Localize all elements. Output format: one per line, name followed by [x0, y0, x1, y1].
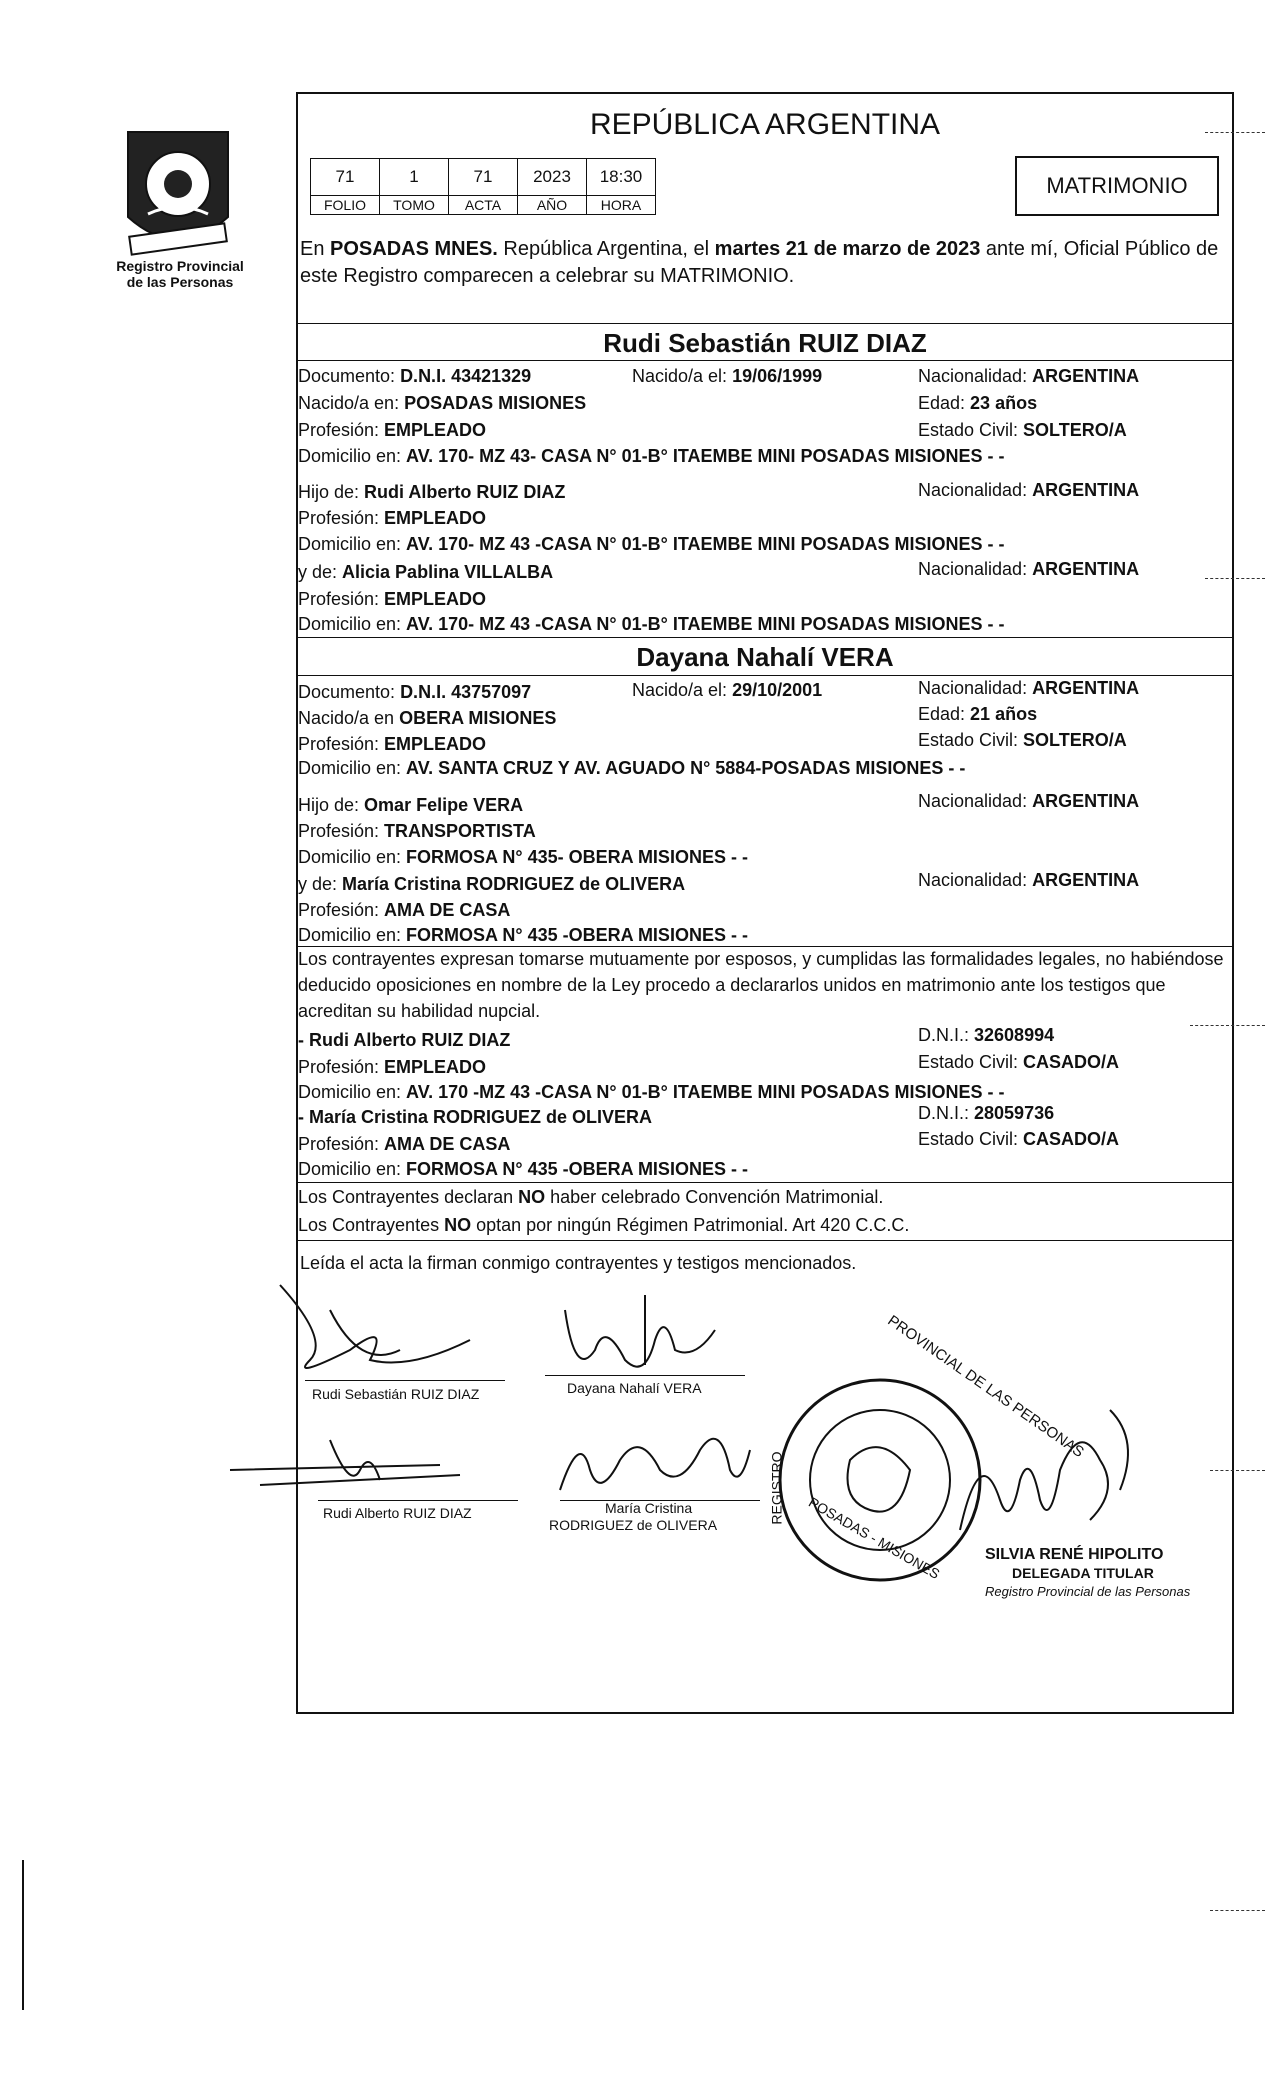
witness1-dni: D.N.I.: 32608994: [918, 1025, 1055, 1045]
witness2-profession: Profesión: AMA DE CASA: [298, 1134, 511, 1154]
groom-mother-address: Domicilio en: AV. 170- MZ 43 -CASA N° 01-B° ITAEMBE MINI POSADAS MISIONES - -: [298, 614, 1005, 634]
groom-mother-profession: Profesión: EMPLEADO: [298, 589, 487, 609]
witness2-address: Domicilio en: FORMOSA N° 435 -OBERA MISIONES - -: [298, 1159, 748, 1179]
groom-name: Rudi Sebastián RUIZ DIAZ: [603, 328, 927, 358]
groom-father-profession: Profesión: EMPLEADO: [298, 508, 487, 528]
year-value: 2023: [518, 159, 587, 196]
witness2-civil-status: Estado Civil: CASADO/A: [918, 1129, 1120, 1149]
registry-data-table: [310, 158, 656, 215]
bride-civil-status: Estado Civil: SOLTERO/A: [918, 730, 1127, 750]
registry-caption-line2: de las Personas: [126, 274, 234, 290]
intro-text-3: ante mí, Oficial Público de este Registro comparecen a celebrar su MATRIMONIO.: [300, 238, 1219, 287]
divider: [296, 1182, 1234, 1183]
witness2-name: - María Cristina RODRIGUEZ de OLIVERA: [298, 1107, 653, 1127]
tomo-label: TOMO: [380, 196, 449, 215]
officer-office: Registro Provincial de las Personas: [985, 1584, 1191, 1599]
witness1-signature-label: Rudi Alberto RUIZ DIAZ: [323, 1505, 472, 1521]
acta-label: ACTA: [449, 196, 518, 215]
groom-father-address: Domicilio en: AV. 170- MZ 43 -CASA N° 01-B° ITAEMBE MINI POSADAS MISIONES - -: [298, 534, 1005, 554]
bride-signature-line: [545, 1375, 745, 1376]
divider: [296, 360, 1234, 361]
witness1-name: - Rudi Alberto RUIZ DIAZ: [298, 1030, 511, 1050]
groom-mother: y de: Alicia Pablina VILLALBA: [298, 562, 554, 582]
groom-signature-label: Rudi Sebastián RUIZ DIAZ: [312, 1386, 480, 1402]
registry-caption-line1: Registro Provincial: [116, 258, 244, 274]
bride-mother-nationality: Nacionalidad: ARGENTINA: [918, 870, 1140, 890]
bride-signature-label: Dayana Nahalí VERA: [567, 1380, 702, 1396]
seal-side-text: REGISTRO: [768, 1451, 785, 1525]
divider: [296, 675, 1234, 676]
acta-value: 71: [449, 159, 518, 196]
folio-label: FOLIO: [311, 196, 380, 215]
hour-label: HORA: [587, 196, 656, 215]
bride-father-nationality: Nacionalidad: ARGENTINA: [918, 791, 1140, 811]
seal-outer-text: PROVINCIAL DE LAS PERSONAS: [884, 1312, 1087, 1461]
margin-mark: [1205, 578, 1265, 579]
bride-nationality: Nacionalidad: ARGENTINA: [918, 678, 1140, 698]
witness1-address: Domicilio en: AV. 170 -MZ 43 -CASA N° 01-B° ITAEMBE MINI POSADAS MISIONES - -: [298, 1082, 1005, 1102]
divider: [296, 637, 1234, 638]
seal-inner-text: POSADAS - MISIONES: [805, 1493, 943, 1583]
bride-age: Edad: 21 años: [918, 704, 1038, 724]
groom-document: Documento: D.N.I. 43421329: [298, 366, 532, 386]
margin-mark: [1190, 1025, 1265, 1026]
divider: [296, 1240, 1234, 1241]
bride-mother-profession: Profesión: AMA DE CASA: [298, 900, 511, 920]
bride-birthdate: Nacido/a el: 29/10/2001: [632, 680, 823, 700]
groom-civil-status: Estado Civil: SOLTERO/A: [918, 420, 1127, 440]
bride-address: Domicilio en: AV. SANTA CRUZ Y AV. AGUADO N° 5884-POSADAS MISIONES - -: [298, 758, 966, 778]
bride-mother: y de: María Cristina RODRIGUEZ de OLIVERA: [298, 874, 686, 894]
bride-birthplace: Nacido/a en OBERA MISIONES: [298, 708, 557, 728]
groom-birthplace: Nacido/a en: POSADAS MISIONES: [298, 393, 587, 413]
bride-mother-address: Domicilio en: FORMOSA N° 435 -OBERA MISIONES - -: [298, 925, 748, 945]
groom-father-nationality: Nacionalidad: ARGENTINA: [918, 480, 1140, 500]
witness1-signature-line: [318, 1500, 518, 1501]
witness1-signature: [210, 1430, 510, 1510]
witness1-civil-status: Estado Civil: CASADO/A: [918, 1052, 1120, 1072]
bride-document: Documento: D.N.I. 43757097: [298, 682, 532, 702]
convention-line-1: Los Contrayentes declaran NO haber celebrado Convención Matrimonial.: [298, 1187, 884, 1207]
bride-profession: Profesión: EMPLEADO: [298, 734, 487, 754]
officer-signature: [950, 1400, 1150, 1540]
tomo-value: 1: [380, 159, 449, 196]
hour-value: 18:30: [587, 159, 656, 196]
closing-statement: Leída el acta la firman conmigo contrayentes y testigos mencionados.: [300, 1253, 857, 1273]
groom-mother-nationality: Nacionalidad: ARGENTINA: [918, 559, 1140, 579]
groom-birthdate: Nacido/a el: 19/06/1999: [632, 366, 823, 386]
groom-nationality: Nacionalidad: ARGENTINA: [918, 366, 1140, 386]
margin-mark: [1210, 1470, 1265, 1471]
bride-father-profession: Profesión: TRANSPORTISTA: [298, 821, 536, 841]
witness2-signature-label-2: RODRIGUEZ de OLIVERA: [549, 1517, 718, 1533]
margin-mark: [1210, 1910, 1265, 1911]
groom-father: Hijo de: Rudi Alberto RUIZ DIAZ: [298, 482, 566, 502]
intro-date: martes 21 de marzo de 2023: [714, 238, 981, 260]
groom-signature: [270, 1280, 530, 1390]
scan-edge-line: [22, 1860, 24, 2010]
intro-text-2: República Argentina, el: [497, 238, 715, 260]
intro-paragraph: [296, 236, 1230, 290]
bride-name: Dayana Nahalí VERA: [636, 642, 894, 672]
registry-emblem-logo: [108, 122, 248, 262]
witness2-dni: D.N.I.: 28059736: [918, 1103, 1055, 1123]
groom-profession: Profesión: EMPLEADO: [298, 420, 487, 440]
folio-value: 71: [311, 159, 380, 196]
intro-place: POSADAS MNES.: [330, 238, 498, 260]
convention-line-2: Los Contrayentes NO optan por ningún Régimen Patrimonial. Art 420 C.C.C.: [298, 1215, 910, 1235]
country-title: REPÚBLICA ARGENTINA: [589, 108, 941, 141]
bride-father-address: Domicilio en: FORMOSA N° 435- OBERA MISIONES - -: [298, 847, 748, 867]
officer-role: DELEGADA TITULAR: [1012, 1565, 1154, 1581]
divider: [296, 323, 1234, 324]
bride-father: Hijo de: Omar Felipe VERA: [298, 795, 524, 815]
officer-name: SILVIA RENÉ HIPOLITO: [985, 1546, 1164, 1563]
witness2-signature-label-1: María Cristina: [605, 1500, 693, 1516]
record-type-box: MATRIMONIO: [1015, 156, 1219, 216]
groom-signature-line: [305, 1380, 505, 1381]
groom-address: Domicilio en: AV. 170- MZ 43- CASA N° 01-B° ITAEMBE MINI POSADAS MISIONES - -: [298, 446, 1005, 466]
witness1-profession: Profesión: EMPLEADO: [298, 1057, 487, 1077]
witness2-signature: [550, 1410, 760, 1510]
registry-caption: [100, 258, 260, 290]
intro-text-1: En: [300, 238, 331, 260]
margin-mark: [1205, 132, 1265, 133]
year-label: AÑO: [518, 196, 587, 215]
declaration-paragraph: Los contrayentes expresan tomarse mutuamente por esposos, y cumplidas las formalidades legales, no habiéndose deducido oposiciones en nombre de la Ley procedo a declararlos unidos en matrimonio ante los testigos que acreditan su habilidad nupcial.: [298, 949, 1224, 1021]
groom-age: Edad: 23 años: [918, 393, 1038, 413]
